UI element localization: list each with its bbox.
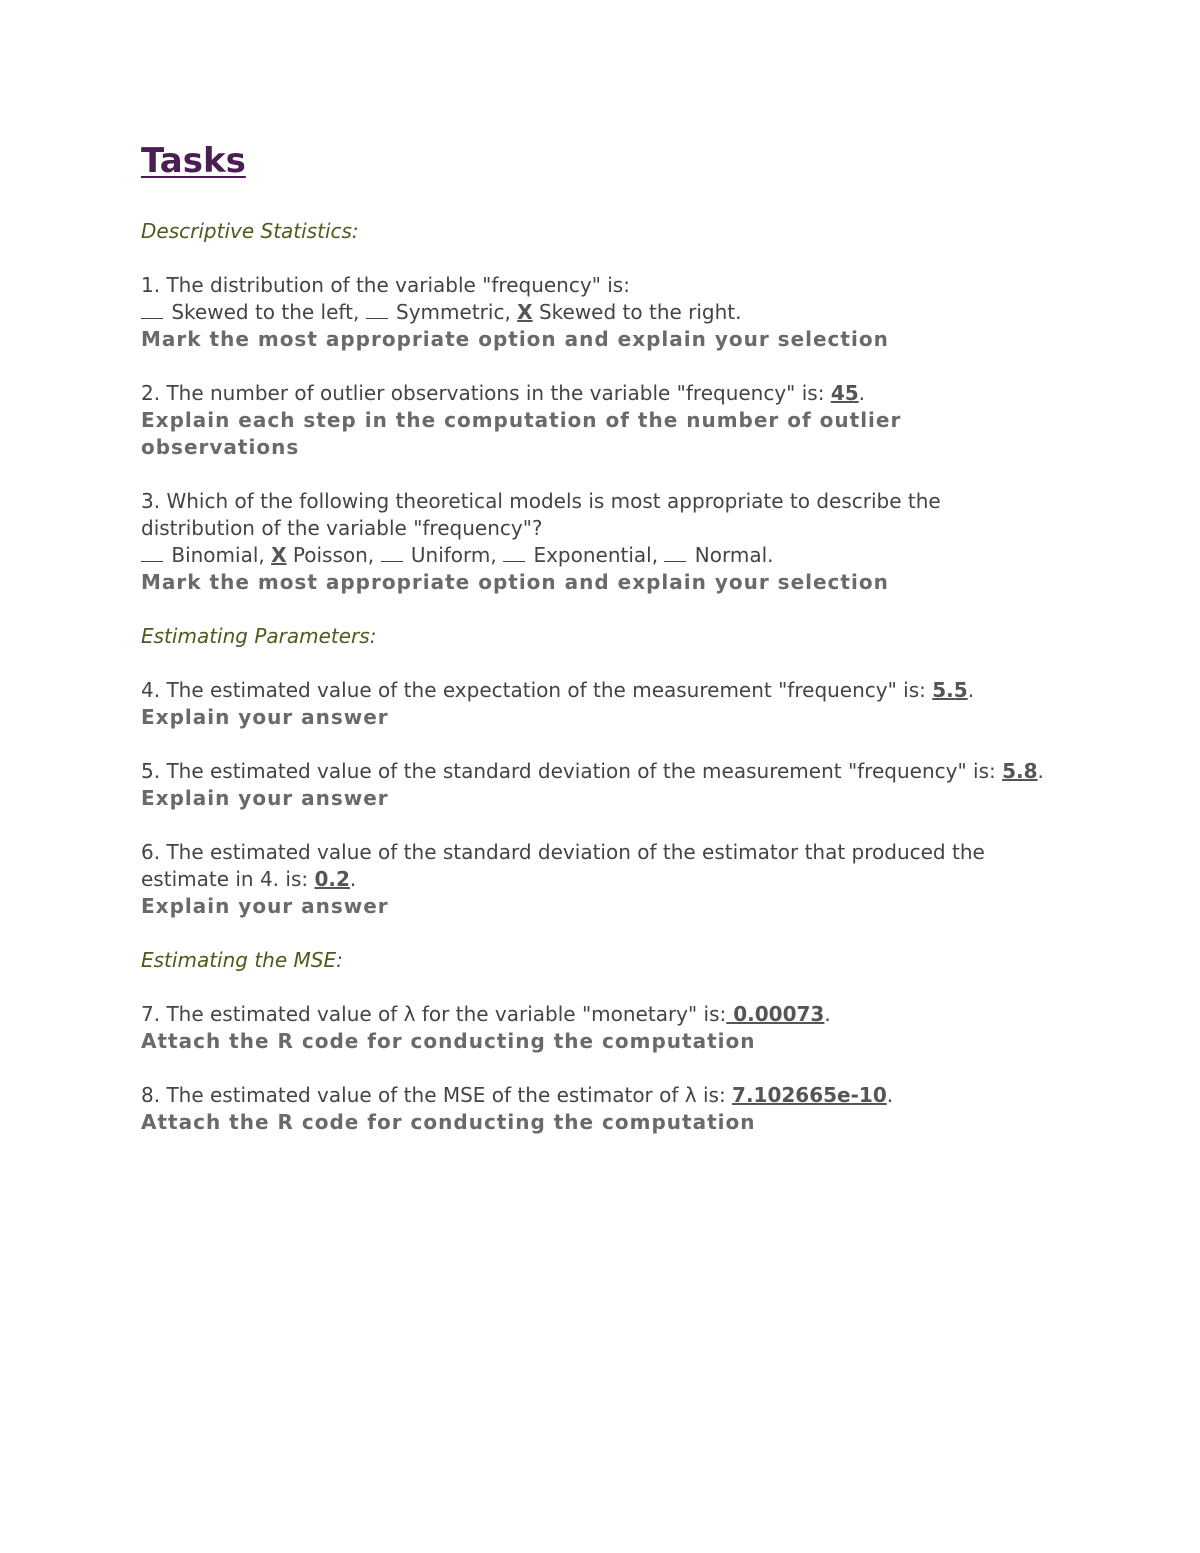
period: . [886,1083,894,1107]
option-skewed-left: Skewed to the left, [165,300,366,324]
blank-line [503,545,525,562]
question-3-options [141,542,1061,569]
question-3 [141,488,1061,596]
question-4-answer: 5.5 [932,678,968,702]
period: . [349,867,357,891]
blank-line [664,545,686,562]
option-binomial: Binomial, [165,543,272,567]
selected-mark: X [271,543,287,567]
question-1-options [141,299,1061,326]
question-7-text: 7. The estimated value of λ for the variable "monetary" is: [141,1002,727,1026]
blank-line [366,302,388,319]
question-7-answer: 0.00073 [726,1002,825,1026]
question-5-instruction: Explain your answer [141,786,389,810]
selected-mark: X [517,300,533,324]
question-2-text: 2. The number of outlier observations in the variable "frequency" is: [141,381,831,405]
question-8-answer: 7.102665e-10 [732,1083,887,1107]
option-poisson: Poisson, [286,543,381,567]
option-exponential: Exponential, [527,543,665,567]
period: . [1037,759,1044,783]
blank-line [381,545,403,562]
blank-line [141,545,163,562]
question-6-instruction: Explain your answer [141,894,389,918]
question-2 [141,380,1061,461]
option-uniform: Uniform, [404,543,504,567]
question-6-text: 6. The estimated value of the standard deviation of the estimator that produced the estimate in 4. is: [141,840,985,891]
question-6-answer: 0.2 [314,867,350,891]
question-4-text: 4. The estimated value of the expectation of the measurement "frequency" is: [141,678,933,702]
question-4-instruction: Explain your answer [141,705,389,729]
question-3-text: 3. Which of the following theoretical models is most appropriate to describe the distribution of the variable "frequency"? [141,489,941,540]
section-heading-mse: Estimating the MSE: [141,948,343,972]
period: . [824,1002,831,1026]
question-7-instruction: Attach the R code for conducting the computation [141,1029,756,1053]
question-2-answer: 45 [830,381,859,405]
option-symmetric: Symmetric, [389,300,518,324]
option-skewed-right: Skewed to the right. [532,300,742,324]
question-5-answer: 5.8 [1002,759,1038,783]
question-3-instruction: Mark the most appropriate option and explain your selection [141,570,889,594]
blank-line [141,302,163,319]
question-8-text: 8. The estimated value of the MSE of the estimator of λ is: [141,1083,733,1107]
question-7 [141,1001,1061,1055]
section-heading-estimating: Estimating Parameters: [141,624,377,648]
question-1-instruction: Mark the most appropriate option and explain your selection [141,327,889,351]
question-6 [141,839,1061,920]
question-4 [141,677,1061,731]
document-page [141,138,1061,1163]
section-heading-descriptive: Descriptive Statistics: [141,219,359,243]
question-5-text: 5. The estimated value of the standard deviation of the measurement "frequency" is: [141,759,1003,783]
option-normal: Normal. [688,543,774,567]
question-8-instruction: Attach the R code for conducting the computation [141,1110,756,1134]
question-1-text: 1. The distribution of the variable "frequency" is: [141,273,630,297]
question-5 [141,758,1061,812]
question-2-instruction: Explain each step in the computation of the number of outlier observations [141,408,902,459]
question-1 [141,272,1061,353]
page-title: Tasks [141,141,246,181]
period: . [967,678,975,702]
question-8 [141,1082,1061,1136]
period: . [858,381,866,405]
